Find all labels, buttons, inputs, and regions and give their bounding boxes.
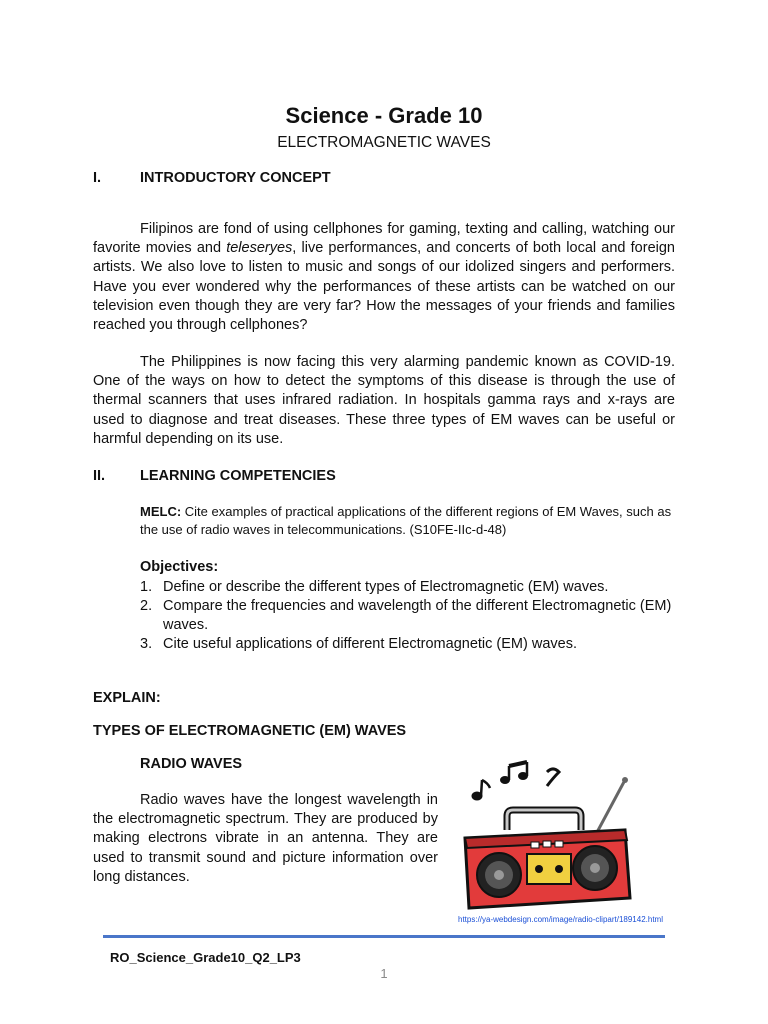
cassette-reel [535, 865, 543, 873]
types-heading: TYPES OF ELECTROMAGNETIC (EM) WAVES [93, 723, 407, 739]
section-number: II. [93, 468, 106, 484]
radio-button [543, 841, 551, 847]
antenna-tip [622, 777, 628, 783]
objectives-title: Objectives: [140, 559, 219, 575]
section-heading: INTRODUCTORY CONCEPT [140, 170, 331, 186]
speaker-right-center [590, 863, 600, 873]
page-title: Science - Grade 10 [285, 103, 483, 128]
section-heading: LEARNING COMPETENCIES [140, 468, 336, 484]
melc-text: MELC: Cite examples of practical applications of the different regions of EM Waves, such as the use of radio waves in telecommunications. (S10FE-IIc-d-48) [140, 504, 672, 537]
cassette-reel [555, 865, 563, 873]
radio-button [555, 841, 563, 847]
radio-handle [507, 810, 581, 830]
radio-waves-heading: RADIO WAVES [140, 756, 243, 772]
footer-code: RO_Science_Grade10_Q2_LP3 [110, 950, 301, 965]
music-note-icon [547, 769, 559, 786]
antenna [595, 780, 625, 836]
page-number: 1 [380, 966, 388, 981]
list-item: 3. Cite useful applications of different Electromagnetic (EM) waves. [140, 636, 577, 652]
image-caption: https://ya-webdesign.com/image/radio-clipart/189142.html [458, 915, 663, 924]
section-number: I. [93, 170, 102, 186]
list-item: 1. Define or describe the different types of Electromagnetic (EM) waves. [140, 579, 609, 595]
speaker-left-center [494, 870, 504, 880]
list-item: 2. Compare the frequencies and wavelength of the different Electromagnetic (EM) waves. [140, 598, 672, 633]
covid-paragraph: The Philippines is now facing this very alarming pandemic known as COVID-19. One of the ways on how to detect the symptoms of this disease is through the use of thermal scanners that uses infrared radiation. In hospitals gamma rays and x-rays are used to diagnose and treat diseases. These three types of EM waves can be useful or harmful depending on its use. [93, 354, 675, 447]
radio-button [531, 842, 539, 848]
intro-paragraph: Filipinos are fond of using cellphones for gaming, texting and calling, watching our favorite movies and teleseryes, live performances, and concerts of both local and foreign artists. We also love to listen to music and songs of our idolized singers and performers. Have you ever wondered why the performances of these artists can be watched on our television even though they are very far? How the messages of your friends and families reached you through cellphones? [93, 221, 675, 334]
cassette-deck [527, 854, 571, 884]
music-note-icon [501, 762, 528, 784]
radio-illustration [455, 758, 670, 913]
explain-heading: EXPLAIN: [93, 690, 161, 706]
radio-paragraph: Radio waves have the longest wavelength in the electromagnetic spectrum. They are produced by making electrons vibrate in an antenna. They are used to transmit sound and picture information over long distances. [93, 792, 438, 885]
music-note-icon [472, 780, 490, 800]
objectives-list [140, 578, 680, 654]
footer-rule [103, 935, 665, 938]
page-subtitle: ELECTROMAGNETIC WAVES [277, 134, 491, 151]
